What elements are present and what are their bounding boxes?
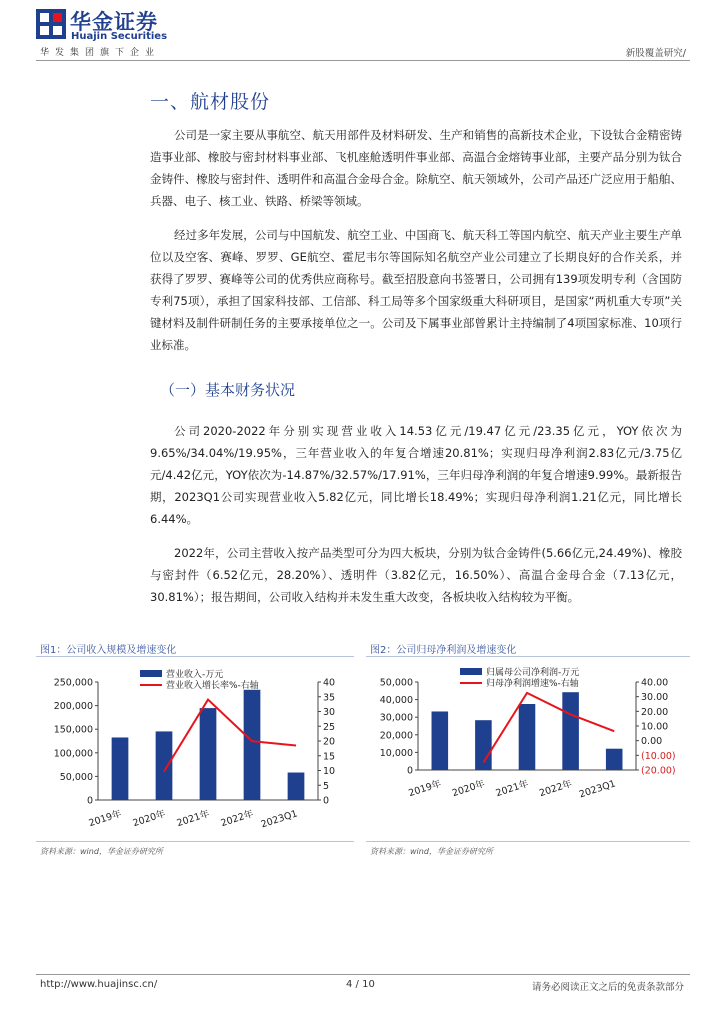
footer-url[interactable]: http://www.huajinsc.cn/ — [40, 979, 158, 990]
chart2-bar — [475, 720, 492, 770]
chart2-right-tick-label: 10.00 — [641, 721, 669, 733]
chart2-right-tick-label: 20.00 — [641, 706, 669, 718]
company-logo-icon — [36, 9, 66, 39]
section-paragraph-1: 公司是一家主要从事航空、航天用部件及材料研发、生产和销售的高新技术企业，下设钛合金精密铸造事业部、橡胶与密封材料事业部、飞机座舱透明件事业部、高温合金熔铸事业部，主要产品分别为钛合金铸件、橡胶与密封件、透明件和高温合金母合金。除航空、航天领域外，公司产品还广泛应用于船舶、兵器、电子、核工业、铁路、桥梁等领域。 — [150, 128, 682, 208]
chart1-right-tick-label: 25 — [323, 721, 336, 733]
figure-1-source: 资料来源：wind，华金证券研究所 — [40, 847, 163, 856]
chart2-bar — [519, 704, 536, 770]
chart2-legend-bar-swatch — [460, 668, 482, 675]
chart1-right-tick-label: 10 — [323, 766, 336, 777]
chart2-bar — [606, 749, 623, 770]
brand-name-en: Huajin Securities — [71, 31, 168, 42]
chart1-x-tick-label: 2023Q1 — [259, 808, 299, 831]
chart1-bar — [288, 773, 305, 800]
chart2-growth-line — [483, 693, 614, 763]
chart2-left-tick-label: 0 — [406, 765, 413, 777]
revenue-chart — [36, 660, 354, 838]
figure-2-source: 资料来源：wind，华金证券研究所 — [370, 847, 493, 856]
chart1-right-tick-label: 20 — [323, 736, 336, 748]
page-number: 4 / 10 — [346, 979, 375, 990]
chart1-right-tick-label: 40 — [323, 677, 336, 689]
chart2-x-tick-label: 2022年 — [538, 778, 574, 800]
chart2-left-tick-label: 50,000 — [379, 677, 413, 689]
chart1-right-tick-label: 15 — [323, 751, 336, 763]
subsection-paragraph-2: 2022年，公司主营收入按产品类型可分为四大板块，分别为钛合金铸件(5.66亿元,24.49%)、橡胶与密封件（6.52亿元，28.20%）、透明件（3.82亿元，16.50%）、高温合金母合金（7.13亿元，30.81%）；报告期间，公司收入结构并未发生重大改变，各板块收入结构较为平衡。 — [150, 546, 682, 604]
chart2-right-tick-label: (20.00) — [641, 765, 676, 777]
section-title: 一、航材股份 — [150, 91, 271, 113]
chart1-bar — [244, 690, 261, 800]
chart2-right-tick-label: 0.00 — [641, 736, 663, 748]
chart1-left-tick-label: 0 — [86, 795, 93, 807]
chart2-right-tick-label: (10.00) — [641, 750, 676, 762]
net-profit-chart — [366, 660, 690, 838]
brand-name-cn: 华金证券 — [70, 10, 158, 34]
chart1-left-tick-label: 250,000 — [53, 677, 93, 689]
chart1-left-tick-label: 200,000 — [53, 701, 93, 713]
chart1-left-tick-label: 100,000 — [53, 748, 93, 760]
chart2-left-tick-label: 10,000 — [379, 747, 413, 759]
figure-1-divider — [36, 656, 354, 657]
section-paragraph-2: 经过多年发展，公司与中国航发、航空工业、中国商飞、航天科工等国内航空、航天产业主要生产单位以及空客、赛峰、罗罗、GE航空、霍尼韦尔等国际知名航空产业公司建立了长期良好的合作关系，并获得了罗罗、赛峰等公司的优秀供应商称号。截至招股意向书签署日，公司拥有139项发明专利（含国防专利75项），承担了国家科技部、工信部、科工局等多个国家级重大科研项目，是国家“两机重大专项”关键材料及制件研制任务的主要承接单位之一。公司及下属事业部曾累计主持编制了4项国家标准、10项行业标准。 — [150, 228, 682, 352]
chart1-bar — [112, 737, 129, 800]
chart2-left-tick-label: 30,000 — [379, 712, 413, 724]
chart1-legend-bar-label: 营业收入-万元 — [166, 670, 224, 680]
chart2-bar — [562, 692, 579, 770]
chart1-legend-bar-swatch — [140, 670, 162, 677]
chart1-right-tick-label: 30 — [323, 707, 336, 718]
chart1-right-tick-label: 0 — [323, 795, 330, 807]
chart1-x-tick-label: 2021年 — [175, 808, 211, 830]
figure-2-title: 图2：公司归母净利润及增速变化 — [370, 645, 517, 656]
chart2-legend-bar-label: 归属母公司净利润-万元 — [486, 668, 580, 678]
figure-2-divider — [366, 656, 690, 657]
chart1-x-tick-label: 2019年 — [87, 808, 123, 830]
figure-1-bottom-divider — [36, 841, 354, 842]
chart1-right-tick-label: 5 — [323, 780, 330, 792]
chart1-x-tick-label: 2022年 — [219, 808, 255, 830]
footer-disclaimer: 请务必阅读正文之后的免责条款部分 — [531, 982, 684, 993]
chart1-bar — [156, 731, 173, 800]
chart1-growth-line — [164, 700, 296, 772]
header-divider — [36, 60, 690, 61]
chart2-left-tick-label: 20,000 — [379, 730, 413, 742]
chart1-right-tick-label: 35 — [323, 692, 336, 704]
chart1-left-tick-label: 50,000 — [59, 771, 93, 783]
figure-1-title: 图1：公司收入规模及增速变化 — [40, 645, 177, 656]
chart2-x-tick-label: 2020年 — [450, 778, 487, 800]
chart2-right-tick-label: 40.00 — [641, 677, 669, 689]
brand-tagline: 华发集团旗下企业 — [40, 48, 161, 58]
subsection-paragraph-1: 公司2020-2022年分别实现营业收入14.53亿元/19.47亿元/23.35亿元，YOY依次为9.65%/34.04%/19.95%，三年营业收入的年复合增速20.81%；实现归母净利润2.83亿元/3.75亿元/4.42亿元，YOY依次为-14.87%/32.57%/17.91%，三年归母净利润的年复合增速9.99%。最新报告期，2023Q1公司实现营业收入5.82亿元，同比增长18.49%；实现归母净利润1.21亿元，同比增长6.44%。 — [150, 424, 682, 526]
chart2-x-tick-label: 2021年 — [494, 778, 530, 800]
chart2-legend-line-label: 归母净利润增速%-右轴 — [486, 679, 579, 689]
chart1-left-tick-label: 150,000 — [53, 724, 93, 736]
chart2-x-tick-label: 2019年 — [407, 778, 443, 800]
chart2-x-tick-label: 2023Q1 — [577, 778, 618, 801]
chart2-bar — [432, 711, 449, 770]
chart1-x-tick-label: 2020年 — [131, 808, 167, 830]
footer-divider — [36, 974, 690, 975]
subsection-title: （一）基本财务状况 — [160, 381, 296, 399]
figure-2-bottom-divider — [366, 841, 690, 842]
chart1-bar — [200, 708, 217, 800]
chart2-left-tick-label: 40,000 — [379, 695, 413, 707]
report-type: 新股覆盖研究/ — [625, 48, 686, 59]
chart2-right-tick-label: 30.00 — [641, 692, 669, 704]
chart1-legend-line-label: 营业收入增长率%-右轴 — [166, 681, 259, 691]
